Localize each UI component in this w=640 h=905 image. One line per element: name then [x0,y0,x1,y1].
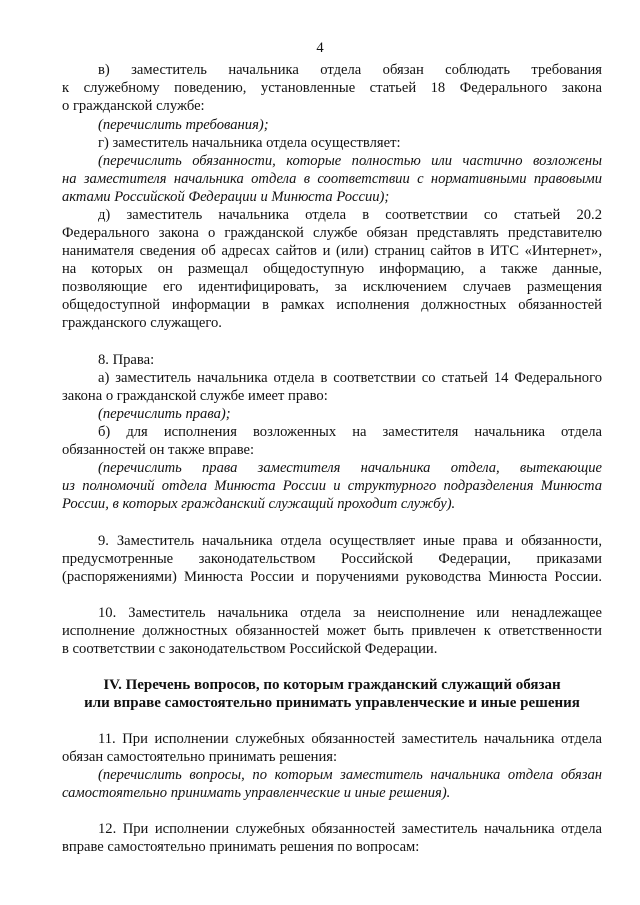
chapter-heading: или вправе самостоятельно принимать управленческие и иные решения [84,695,580,711]
text-line: актами Российской Федерации и Минюста России); [62,189,390,205]
text-line: самостоятельно принимать управленческие и иные решения). [62,785,451,801]
text-line: (перечислить права заместителя начальника отдела, вытекающие [98,460,602,476]
text-line: г) заместитель начальника отдела осуществляет: [98,135,401,151]
text-line: (распоряжениями) Минюста России и поручениями руководства Минюста России. [62,569,602,585]
text-line: 9. Заместитель начальника отдела осуществляет иные права и обязанности, [98,533,602,549]
text-line: исполнение должностных обязанностей может быть привлечен к ответственности [62,623,602,639]
text-line: в) заместитель начальника отдела обязан соблюдать требования [98,62,602,78]
text-line: России, в которых гражданский служащий проходит службу). [62,496,456,512]
text-line: в соответствии с законодательством Российской Федерации. [62,641,438,657]
text-line: б) для исполнения возложенных на заместителя начальника отдела [98,424,602,440]
text-line: обязанностей он также вправе: [62,442,255,458]
text-line: обязан самостоятельно принимать решения: [62,749,338,765]
text-line: (перечислить требования); [98,117,269,133]
text-line: к служебному поведению, установленные статьей 18 Федерального закона [62,80,602,96]
text-line: на заместителя начальника отдела в соответствии с нормативными правовыми [62,171,602,187]
chapter-heading: IV. Перечень вопросов, по которым гражданский служащий обязан [103,677,561,693]
text-line: из полномочий отдела Минюста России и структурного подразделения Минюста [62,478,602,494]
text-line: (перечислить права); [98,406,231,422]
text-line: позволяющие его идентифицировать, за исключением случаев размещения [62,279,602,295]
text-line: вправе самостоятельно принимать решения по вопросам: [62,839,420,855]
text-line: нанимателя сведения об адресах сайтов и (или) страниц сайтов в ИТС «Интернет», [62,243,602,259]
text-line: 12. При исполнении служебных обязанностей заместитель начальника отдела [98,821,602,837]
text-line: 10. Заместитель начальника отдела за неисполнение или ненадлежащее [98,605,602,621]
text-line: гражданского служащего. [62,315,222,331]
text-line: предусмотренные законодательством Российской Федерации, приказами [62,551,602,567]
section-heading: 8. Права: [98,352,155,368]
text-line: д) заместитель начальника отдела в соответствии со статьей 20.2 [98,207,602,223]
text-line: (перечислить обязанности, которые полностью или частично возложены [98,153,602,169]
text-line: 11. При исполнении служебных обязанностей заместитель начальника отдела [98,731,602,747]
text-line: (перечислить вопросы, по которым заместитель начальника отдела обязан [98,767,602,783]
text-line: о гражданской службе: [62,98,205,114]
page-number: 4 [316,40,324,56]
text-line: Федерального закона о гражданской службе обязан представлять представителю [62,225,602,241]
text-line: закона о гражданской службе имеет право: [62,388,328,404]
text-line: на которых он размещал общедоступную информацию, а также данные, [62,261,602,277]
text-line: общедоступной информации в рамках исполнения должностных обязанностей [62,297,602,313]
text-line: а) заместитель начальника отдела в соответствии со статьей 14 Федерального [98,370,602,386]
